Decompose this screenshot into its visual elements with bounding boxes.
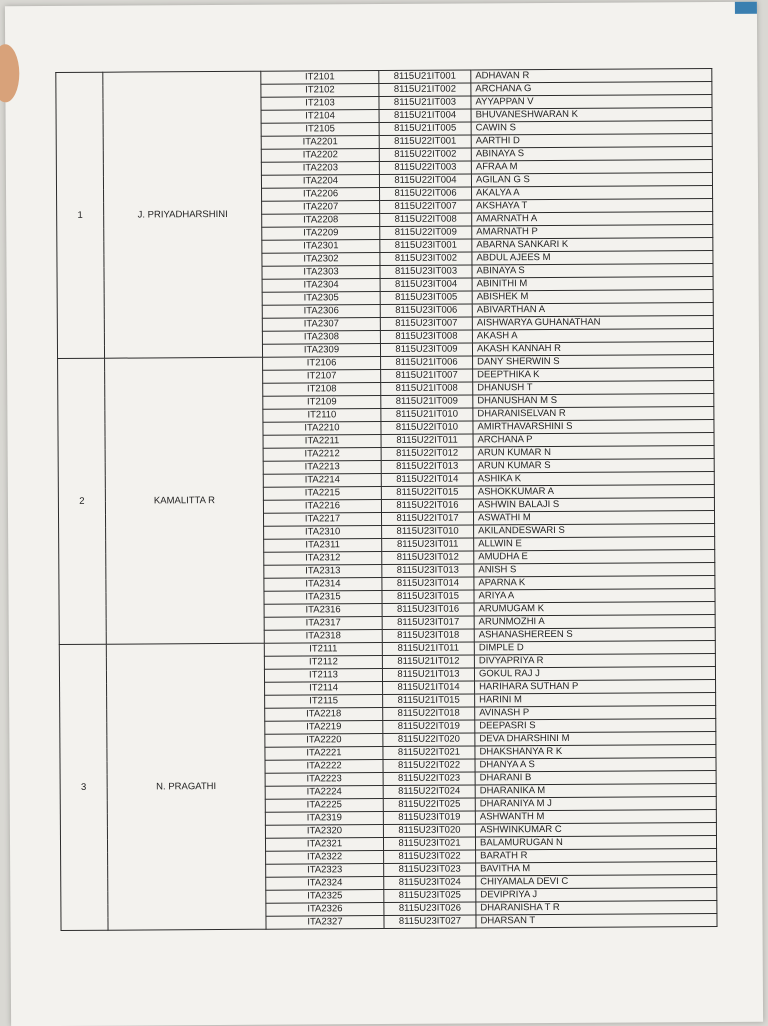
student-name-cell: ABISHEK M xyxy=(472,289,713,303)
roll-number-cell: ITA2326 xyxy=(266,903,384,917)
roll-number-cell: ITA2201 xyxy=(261,136,379,150)
register-number-cell: 8115U23IT018 xyxy=(382,629,474,643)
register-number-cell: 8115U23IT008 xyxy=(380,330,472,344)
student-name-cell: AKALYA A xyxy=(472,185,713,199)
roll-number-cell: IT2111 xyxy=(264,643,382,657)
student-name-cell: DANY SHERWIN S xyxy=(473,354,714,368)
register-number-cell: 8115U22IT012 xyxy=(381,447,473,461)
student-name-cell: HARIHARA SUTHAN P xyxy=(475,679,716,693)
student-name-cell: ABINAYA S xyxy=(471,146,712,160)
student-name-cell: DHAKSHANYA R K xyxy=(475,744,716,758)
register-number-cell: 8115U23IT012 xyxy=(382,551,474,565)
serial-number-cell: 3 xyxy=(59,644,108,930)
register-number-cell: 8115U22IT018 xyxy=(383,707,475,721)
faculty-name-cell: KAMALITTA R xyxy=(105,357,265,644)
roll-number-cell: ITA2318 xyxy=(264,630,382,644)
roll-number-cell: ITA2219 xyxy=(265,721,383,735)
register-number-cell: 8115U21IT001 xyxy=(379,70,471,84)
register-number-cell: 8115U22IT011 xyxy=(381,434,473,448)
student-name-cell: DHANYA A S xyxy=(475,757,716,771)
register-number-cell: 8115U23IT011 xyxy=(382,538,474,552)
student-name-cell: AGILAN G S xyxy=(471,172,712,186)
roll-number-cell: IT2104 xyxy=(261,110,379,124)
register-number-cell: 8115U21IT008 xyxy=(381,382,473,396)
student-name-cell: AMARNATH A xyxy=(472,211,713,225)
register-number-cell: 8115U23IT023 xyxy=(384,863,476,877)
faculty-name-cell: J. PRIYADHARSHINI xyxy=(103,71,263,358)
register-number-cell: 8115U22IT009 xyxy=(380,226,472,240)
student-name-cell: ARUN KUMAR S xyxy=(473,458,714,472)
student-name-cell: ASHWANTH M xyxy=(475,809,716,823)
roll-number-cell: IT2110 xyxy=(263,409,381,423)
register-number-cell: 8115U22IT025 xyxy=(383,798,475,812)
roll-number-cell: ITA2210 xyxy=(263,422,381,436)
roll-number-cell: ITA2312 xyxy=(264,552,382,566)
register-number-cell: 8115U22IT010 xyxy=(381,421,473,435)
roll-number-cell: ITA2222 xyxy=(265,760,383,774)
register-number-cell: 8115U21IT011 xyxy=(382,642,474,656)
roll-number-cell: ITA2209 xyxy=(262,227,380,241)
student-name-cell: AKSHAYA T xyxy=(472,198,713,212)
roll-number-cell: IT2105 xyxy=(261,123,379,137)
register-number-cell: 8115U22IT022 xyxy=(383,759,475,773)
student-name-cell: AISHWARYA GUHANATHAN xyxy=(472,315,713,329)
roll-number-cell: ITA2315 xyxy=(264,591,382,605)
roll-number-cell: ITA2207 xyxy=(262,201,380,215)
student-name-cell: ABINAYA S xyxy=(472,263,713,277)
roll-number-cell: ITA2322 xyxy=(266,851,384,865)
student-name-cell: GOKUL RAJ J xyxy=(474,666,715,680)
roll-number-cell: ITA2320 xyxy=(265,825,383,839)
student-name-cell: AVINASH P xyxy=(475,705,716,719)
corner-edge xyxy=(735,2,757,14)
student-name-cell: ASHOKKUMAR A xyxy=(473,484,714,498)
student-name-cell: AFRAA M xyxy=(471,159,712,173)
roll-number-cell: ITA2310 xyxy=(264,526,382,540)
register-number-cell: 8115U22IT017 xyxy=(381,512,473,526)
register-number-cell: 8115U22IT013 xyxy=(381,460,473,474)
roll-number-cell: ITA2309 xyxy=(262,344,380,358)
register-number-cell: 8115U21IT006 xyxy=(381,356,473,370)
register-number-cell: 8115U22IT004 xyxy=(379,174,471,188)
serial-number-cell: 2 xyxy=(58,358,107,644)
student-name-cell: AYYAPPAN V xyxy=(471,94,712,108)
roll-number-cell: IT2103 xyxy=(261,97,379,111)
thumb-shape xyxy=(0,44,19,102)
serial-number-cell: 1 xyxy=(56,72,105,358)
roll-number-cell: ITA2221 xyxy=(265,747,383,761)
student-name-cell: DHARSAN T xyxy=(476,913,717,927)
register-number-cell: 8115U23IT025 xyxy=(384,889,476,903)
register-number-cell: 8115U22IT021 xyxy=(383,746,475,760)
roll-number-cell: ITA2324 xyxy=(266,877,384,891)
roll-number-cell: ITA2323 xyxy=(266,864,384,878)
roll-number-cell: ITA2215 xyxy=(263,487,381,501)
student-name-cell: ARUN KUMAR N xyxy=(473,445,714,459)
student-name-cell: ANISH S xyxy=(474,562,715,576)
register-number-cell: 8115U21IT007 xyxy=(381,369,473,383)
register-number-cell: 8115U23IT006 xyxy=(380,304,472,318)
roll-number-cell: ITA2319 xyxy=(265,812,383,826)
register-number-cell: 8115U23IT001 xyxy=(380,239,472,253)
register-number-cell: 8115U22IT020 xyxy=(383,733,475,747)
roll-number-cell: ITA2212 xyxy=(263,448,381,462)
register-number-cell: 8115U21IT014 xyxy=(383,681,475,695)
student-name-cell: ABINITHI M xyxy=(472,276,713,290)
roll-number-cell: IT2115 xyxy=(265,695,383,709)
roll-number-cell: ITA2214 xyxy=(263,474,381,488)
roll-number-cell: IT2108 xyxy=(263,383,381,397)
roll-number-cell: ITA2302 xyxy=(262,253,380,267)
register-number-cell: 8115U23IT003 xyxy=(380,265,472,279)
student-name-cell: AKASH KANNAH R xyxy=(472,341,713,355)
student-name-cell: AMARNATH P xyxy=(472,224,713,238)
student-name-cell: BARATH R xyxy=(476,848,717,862)
register-number-cell: 8115U22IT003 xyxy=(379,161,471,175)
student-name-cell: BAVITHA M xyxy=(476,861,717,875)
register-number-cell: 8115U22IT007 xyxy=(380,200,472,214)
student-name-cell: CHIYAMALA DEVI C xyxy=(476,874,717,888)
student-name-cell: DHANUSHAN M S xyxy=(473,393,714,407)
roll-number-cell: ITA2216 xyxy=(263,500,381,514)
register-number-cell: 8115U21IT009 xyxy=(381,395,473,409)
student-name-cell: ADHAVAN R xyxy=(471,68,712,82)
register-number-cell: 8115U23IT024 xyxy=(384,876,476,890)
register-number-cell: 8115U23IT022 xyxy=(384,850,476,864)
register-number-cell: 8115U21IT004 xyxy=(379,109,471,123)
student-name-cell: DEEPASRI S xyxy=(475,718,716,732)
register-number-cell: 8115U22IT016 xyxy=(381,499,473,513)
roll-number-cell: ITA2204 xyxy=(261,175,379,189)
student-name-cell: ABARNA SANKARI K xyxy=(472,237,713,251)
student-name-cell: ALLWIN E xyxy=(474,536,715,550)
student-name-cell: ARCHANA P xyxy=(473,432,714,446)
student-name-cell: DHARANIYA M J xyxy=(475,796,716,810)
faculty-name-cell: N. PRAGATHI xyxy=(106,643,266,930)
roll-number-cell: ITA2211 xyxy=(263,435,381,449)
register-number-cell: 8115U22IT015 xyxy=(381,486,473,500)
roll-number-cell: ITA2314 xyxy=(264,578,382,592)
student-name-cell: ARIYA A xyxy=(474,588,715,602)
roll-number-cell: ITA2213 xyxy=(263,461,381,475)
student-name-cell: AARTHI D xyxy=(471,133,712,147)
register-number-cell: 8115U22IT001 xyxy=(379,135,471,149)
student-name-cell: CAWIN S xyxy=(471,120,712,134)
student-name-cell: ASWATHI M xyxy=(473,510,714,524)
roll-number-cell: IT2102 xyxy=(261,84,379,98)
student-name-cell: DEEPTHIKA K xyxy=(473,367,714,381)
roll-number-cell: ITA2202 xyxy=(261,149,379,163)
register-number-cell: 8115U21IT013 xyxy=(382,668,474,682)
allocation-table xyxy=(55,68,717,931)
student-name-cell: HARINI M xyxy=(475,692,716,706)
roll-number-cell: ITA2317 xyxy=(264,617,382,631)
student-name-cell: DIMPLE D xyxy=(474,640,715,654)
roll-number-cell: ITA2206 xyxy=(262,188,380,202)
register-number-cell: 8115U22IT019 xyxy=(383,720,475,734)
student-name-cell: DEVIPRIYA J xyxy=(476,887,717,901)
student-name-cell: APARNA K xyxy=(474,575,715,589)
roll-number-cell: ITA2305 xyxy=(262,292,380,306)
student-name-cell: ASHANASHEREEN S xyxy=(474,627,715,641)
student-name-cell: DHARANISHA T R xyxy=(476,900,717,914)
student-name-cell: ARCHANA G xyxy=(471,81,712,95)
student-name-cell: ASHWINKUMAR C xyxy=(475,822,716,836)
register-number-cell: 8115U21IT015 xyxy=(383,694,475,708)
student-name-cell: AMIRTHAVARSHINI S xyxy=(473,419,714,433)
roll-number-cell: ITA2327 xyxy=(266,916,384,930)
register-number-cell: 8115U23IT019 xyxy=(383,811,475,825)
roll-number-cell: ITA2325 xyxy=(266,890,384,904)
register-number-cell: 8115U23IT002 xyxy=(380,252,472,266)
allocation-table-body xyxy=(56,68,717,930)
roll-number-cell: ITA2311 xyxy=(264,539,382,553)
student-name-cell: DHANUSH T xyxy=(473,380,714,394)
student-name-cell: DHARANIKA M xyxy=(475,783,716,797)
roll-number-cell: ITA2316 xyxy=(264,604,382,618)
register-number-cell: 8115U21IT005 xyxy=(379,122,471,136)
roll-number-cell: ITA2301 xyxy=(262,240,380,254)
roll-number-cell: ITA2223 xyxy=(265,773,383,787)
student-name-cell: ABIVARTHAN A xyxy=(472,302,713,316)
register-number-cell: 8115U23IT027 xyxy=(384,915,476,929)
student-name-cell: ASHIKA K xyxy=(473,471,714,485)
roll-number-cell: ITA2225 xyxy=(265,799,383,813)
student-name-cell: AKILANDESWARI S xyxy=(474,523,715,537)
register-number-cell: 8115U23IT007 xyxy=(380,317,472,331)
register-number-cell: 8115U23IT026 xyxy=(384,902,476,916)
register-number-cell: 8115U23IT009 xyxy=(380,343,472,357)
register-number-cell: 8115U22IT023 xyxy=(383,772,475,786)
register-number-cell: 8115U21IT002 xyxy=(379,83,471,97)
roll-number-cell: IT2114 xyxy=(265,682,383,696)
roll-number-cell: IT2106 xyxy=(263,357,381,371)
register-number-cell: 8115U22IT006 xyxy=(380,187,472,201)
roll-number-cell: IT2101 xyxy=(261,71,379,85)
student-name-cell: DHARANISELVAN R xyxy=(473,406,714,420)
register-number-cell: 8115U21IT012 xyxy=(382,655,474,669)
register-number-cell: 8115U22IT014 xyxy=(381,473,473,487)
roll-number-cell: ITA2224 xyxy=(265,786,383,800)
student-name-cell: AKASH A xyxy=(472,328,713,342)
roll-number-cell: ITA2308 xyxy=(262,331,380,345)
roll-number-cell: IT2109 xyxy=(263,396,381,410)
roll-number-cell: ITA2321 xyxy=(265,838,383,852)
roll-number-cell: ITA2218 xyxy=(265,708,383,722)
register-number-cell: 8115U22IT002 xyxy=(379,148,471,162)
register-number-cell: 8115U21IT010 xyxy=(381,408,473,422)
student-name-cell: BALAMURUGAN N xyxy=(475,835,716,849)
register-number-cell: 8115U23IT004 xyxy=(380,278,472,292)
roll-number-cell: IT2112 xyxy=(264,656,382,670)
roll-number-cell: IT2113 xyxy=(264,669,382,683)
student-name-cell: ABDUL AJEES M xyxy=(472,250,713,264)
student-name-cell: DHARANI B xyxy=(475,770,716,784)
register-number-cell: 8115U23IT010 xyxy=(382,525,474,539)
register-number-cell: 8115U23IT017 xyxy=(382,616,474,630)
roll-number-cell: ITA2306 xyxy=(262,305,380,319)
student-name-cell: DEVA DHARSHINI M xyxy=(475,731,716,745)
roll-number-cell: ITA2303 xyxy=(262,266,380,280)
roll-number-cell: ITA2217 xyxy=(263,513,381,527)
register-number-cell: 8115U23IT013 xyxy=(382,564,474,578)
register-number-cell: 8115U23IT021 xyxy=(383,837,475,851)
register-number-cell: 8115U22IT008 xyxy=(380,213,472,227)
register-number-cell: 8115U23IT014 xyxy=(382,577,474,591)
register-number-cell: 8115U23IT005 xyxy=(380,291,472,305)
roll-number-cell: ITA2203 xyxy=(261,162,379,176)
document-page xyxy=(5,2,763,1026)
roll-number-cell: ITA2304 xyxy=(262,279,380,293)
register-number-cell: 8115U22IT024 xyxy=(383,785,475,799)
roll-number-cell: ITA2208 xyxy=(262,214,380,228)
register-number-cell: 8115U21IT003 xyxy=(379,96,471,110)
roll-number-cell: ITA2313 xyxy=(264,565,382,579)
student-name-cell: AMUDHA E xyxy=(474,549,715,563)
student-name-cell: ARUNMOZHI A xyxy=(474,614,715,628)
student-name-cell: DIVYAPRIYA R xyxy=(474,653,715,667)
student-name-cell: ASHWIN BALAJI S xyxy=(473,497,714,511)
register-number-cell: 8115U23IT020 xyxy=(383,824,475,838)
roll-number-cell: ITA2220 xyxy=(265,734,383,748)
register-number-cell: 8115U23IT015 xyxy=(382,590,474,604)
student-name-cell: ARUMUGAM K xyxy=(474,601,715,615)
student-name-cell: BHUVANESHWARAN K xyxy=(471,107,712,121)
register-number-cell: 8115U23IT016 xyxy=(382,603,474,617)
roll-number-cell: IT2107 xyxy=(263,370,381,384)
roll-number-cell: ITA2307 xyxy=(262,318,380,332)
